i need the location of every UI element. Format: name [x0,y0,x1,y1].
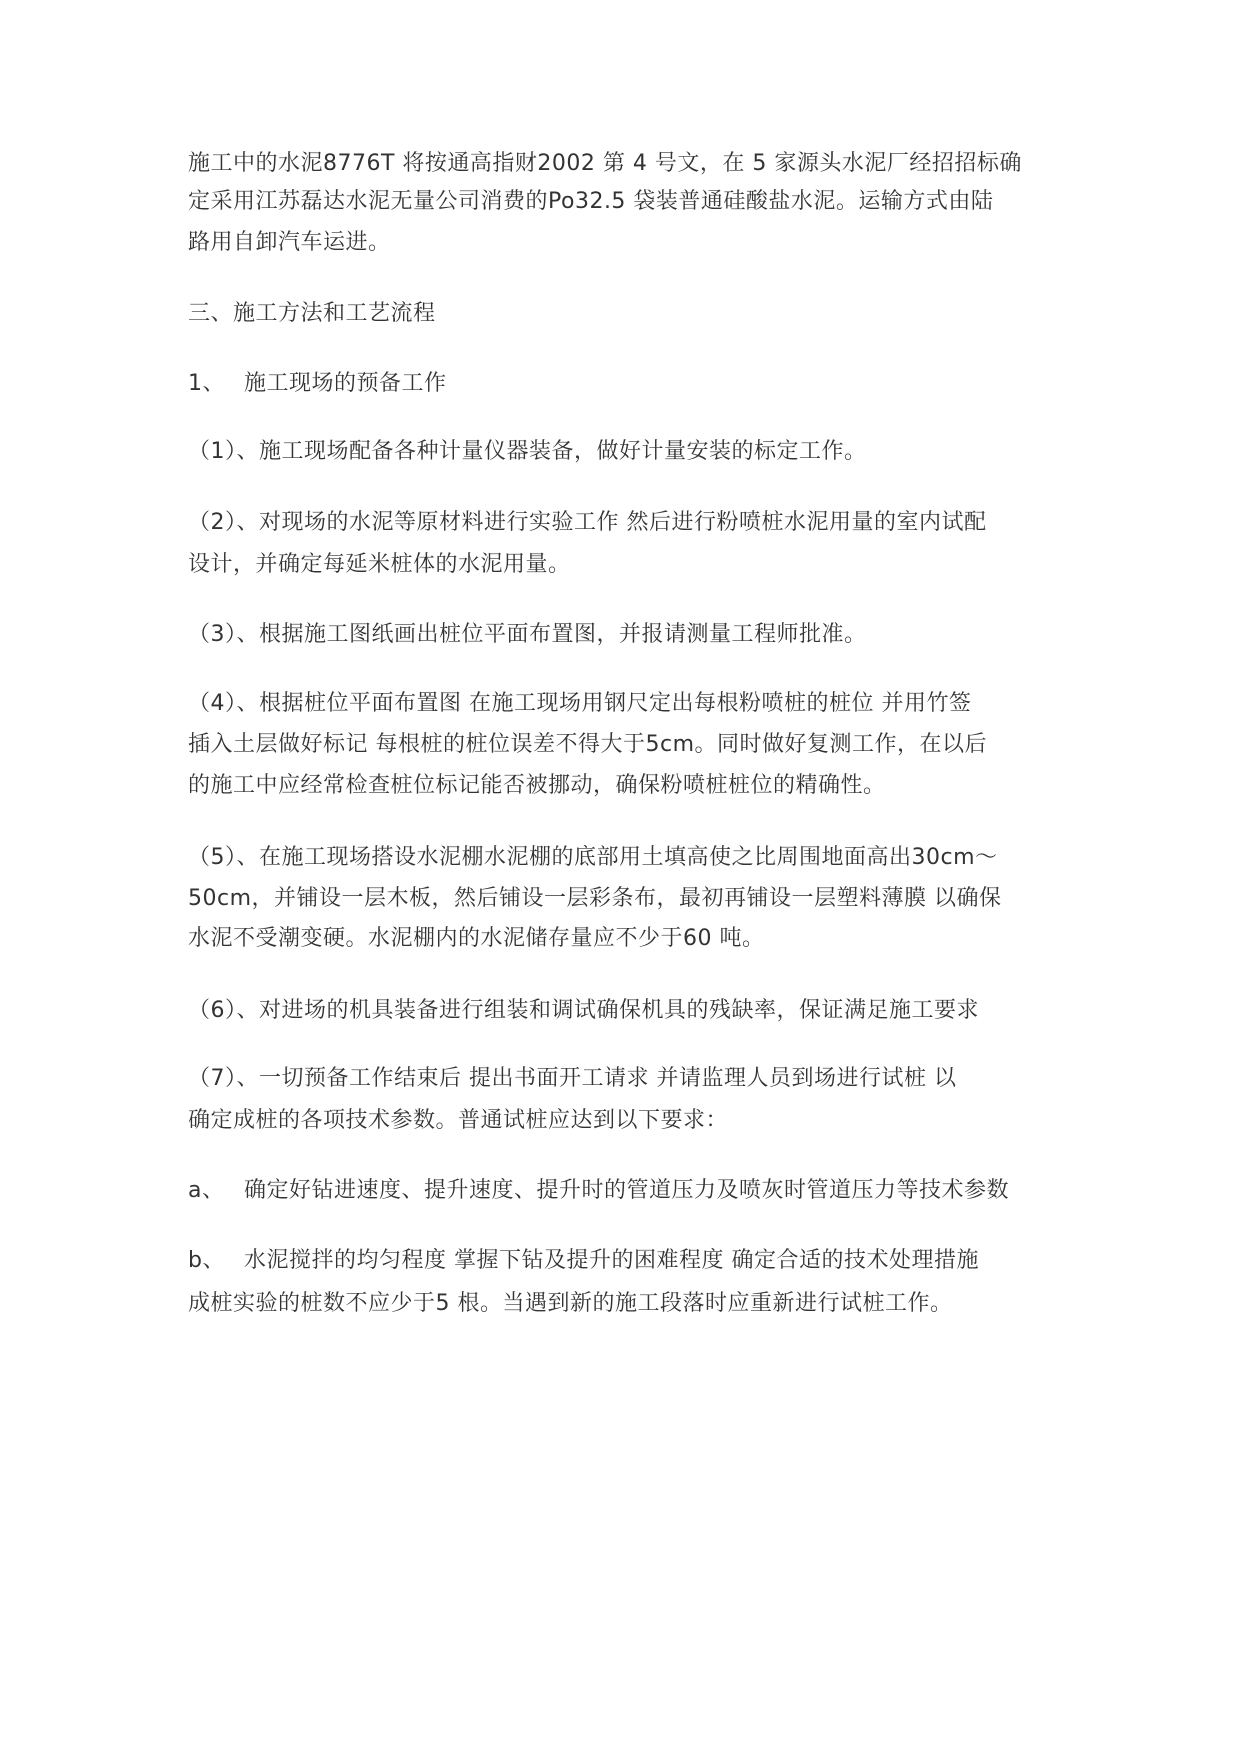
paragraph-intro-line-3: 路用自卸汽车运进。 [188,230,391,255]
subitem-5-line-2: 50cm，并铺设一层木板，然后铺设一层彩条布，最初再铺设一层塑料薄膜 以确保 [188,886,1002,911]
list-item-1-text: 施工现场的预备工作 [244,371,447,396]
list-item-1-number: 1、 [188,371,225,396]
subitem-5-line-1: （5）、在施工现场搭设水泥棚水泥棚的底部用土填高使之比周围地面高出30cm～ [188,845,998,870]
subitem-1-line-1: （1）、施工现场配备各种计量仪器装备，做好计量安装的标定工作。 [188,439,867,464]
list-item-1 [188,370,447,398]
subitem-4-line-2: 插入土层做好标记 每根桩的桩位误差不得大于5cm。同时做好复测工作，在以后 [188,732,988,757]
list-item-b [188,1247,979,1275]
subitem-7-line-2: 确定成桩的各项技术参数。普通试桩应达到以下要求： [188,1108,729,1133]
paragraph-intro-line-2: 定采用江苏磊达水泥无量公司消费的Po32.5 袋装普通硅酸盐水泥。运输方式由陆 [188,189,994,214]
list-item-a [188,1177,1009,1205]
subitem-2-line-2: 设计，并确定每延米桩体的水泥用量。 [188,552,571,577]
paragraph-intro-line-1: 施工中的水泥8776T 将按通高指财2002 第 4 号文，在 5 家源头水泥厂经招招标确 [188,151,1022,176]
subitem-4-line-1: （4）、根据桩位平面布置图 在施工现场用钢尺定出每根粉喷桩的桩位 并用竹签 [188,691,972,716]
subitem-3-line-1: （3）、根据施工图纸画出桩位平面布置图，并报请测量工程师批准。 [188,622,867,647]
list-item-b-number: b、 [188,1248,225,1273]
list-item-b-text: 水泥搅拌的均匀程度 掌握下钻及提升的困难程度 确定合适的技术处理措施 [244,1248,979,1273]
list-item-a-number: a、 [188,1178,225,1203]
subitem-7-line-1: （7）、一切预备工作结束后 提出书面开工请求 并请监理人员到场进行试桩 以 [188,1066,957,1091]
list-item-a-text: 确定好钻进速度、提升速度、提升时的管道压力及喷灰时管道压力等技术参数 [244,1178,1010,1203]
subitem-5-line-3: 水泥不受潮变硬。水泥棚内的水泥储存量应不少于60 吨。 [188,926,765,951]
subitem-2-line-1: （2）、对现场的水泥等原材料进行实验工作 然后进行粉喷桩水泥用量的室内试配 [188,510,987,535]
subitem-6-line-1: （6）、对进场的机具装备进行组装和调试确保机具的残缺率，保证满足施工要求 [188,998,979,1023]
subitem-4-line-3: 的施工中应经常检查桩位标记能否被挪动，确保粉喷桩桩位的精确性。 [188,773,886,798]
list-item-b-continuation: 成桩实验的桩数不应少于5 根。当遇到新的施工段落时应重新进行试桩工作。 [188,1291,953,1316]
section-heading: 三、施工方法和工艺流程 [188,301,436,326]
